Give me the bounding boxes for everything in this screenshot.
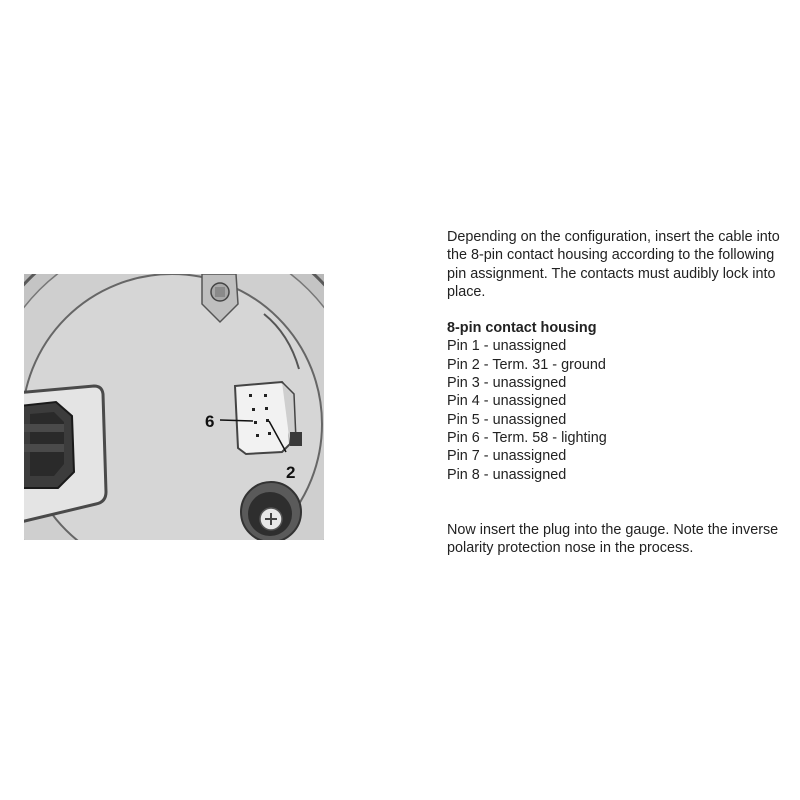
pin-dot [252, 408, 255, 411]
plug-note-paragraph: Now insert the plug into the gauge. Note the inverse polarity protection nose in the process. [447, 521, 779, 557]
thread-line-2 [24, 444, 64, 452]
callout-2-label: 2 [286, 463, 296, 482]
pin-assignment-item: Pin 3 - unassigned [447, 375, 567, 392]
pin-assignment-item: Pin 7 - unassigned [447, 448, 567, 465]
thread-line-1 [24, 424, 64, 432]
pin-assignment-item: Pin 1 - unassigned [447, 338, 567, 355]
pin-dot [264, 394, 267, 397]
pin-assignment-section [447, 319, 792, 484]
pin-dot [254, 421, 257, 424]
gauge-rear-illustration [24, 274, 324, 540]
mounting-square [215, 287, 225, 297]
instructions-column [447, 228, 792, 557]
pin-assignment-item: Pin 6 - Term. 58 - lighting [447, 429, 607, 446]
gauge-rear-drawing [24, 274, 324, 540]
polarity-nose [290, 432, 302, 446]
callout-6-leader [220, 420, 253, 421]
pin-assignment-item: Pin 8 - unassigned [447, 466, 567, 483]
pin-dot [249, 394, 252, 397]
pin-dot [265, 407, 268, 410]
pin-assignment-item: Pin 2 - Term. 31 - ground [447, 356, 606, 373]
pin-assignment-heading: 8-pin contact housing [447, 320, 597, 337]
intro-paragraph: Depending on the configuration, insert the cable into the 8-pin contact housing according to the following pin assignment. The contacts must audibly lock into place. [447, 229, 780, 300]
callout-6-label: 6 [205, 412, 215, 431]
pin-assignment-item: Pin 4 - unassigned [447, 393, 567, 410]
pin-assignment-item: Pin 5 - unassigned [447, 411, 567, 428]
pin-dot [268, 432, 271, 435]
pin-dot [256, 434, 259, 437]
